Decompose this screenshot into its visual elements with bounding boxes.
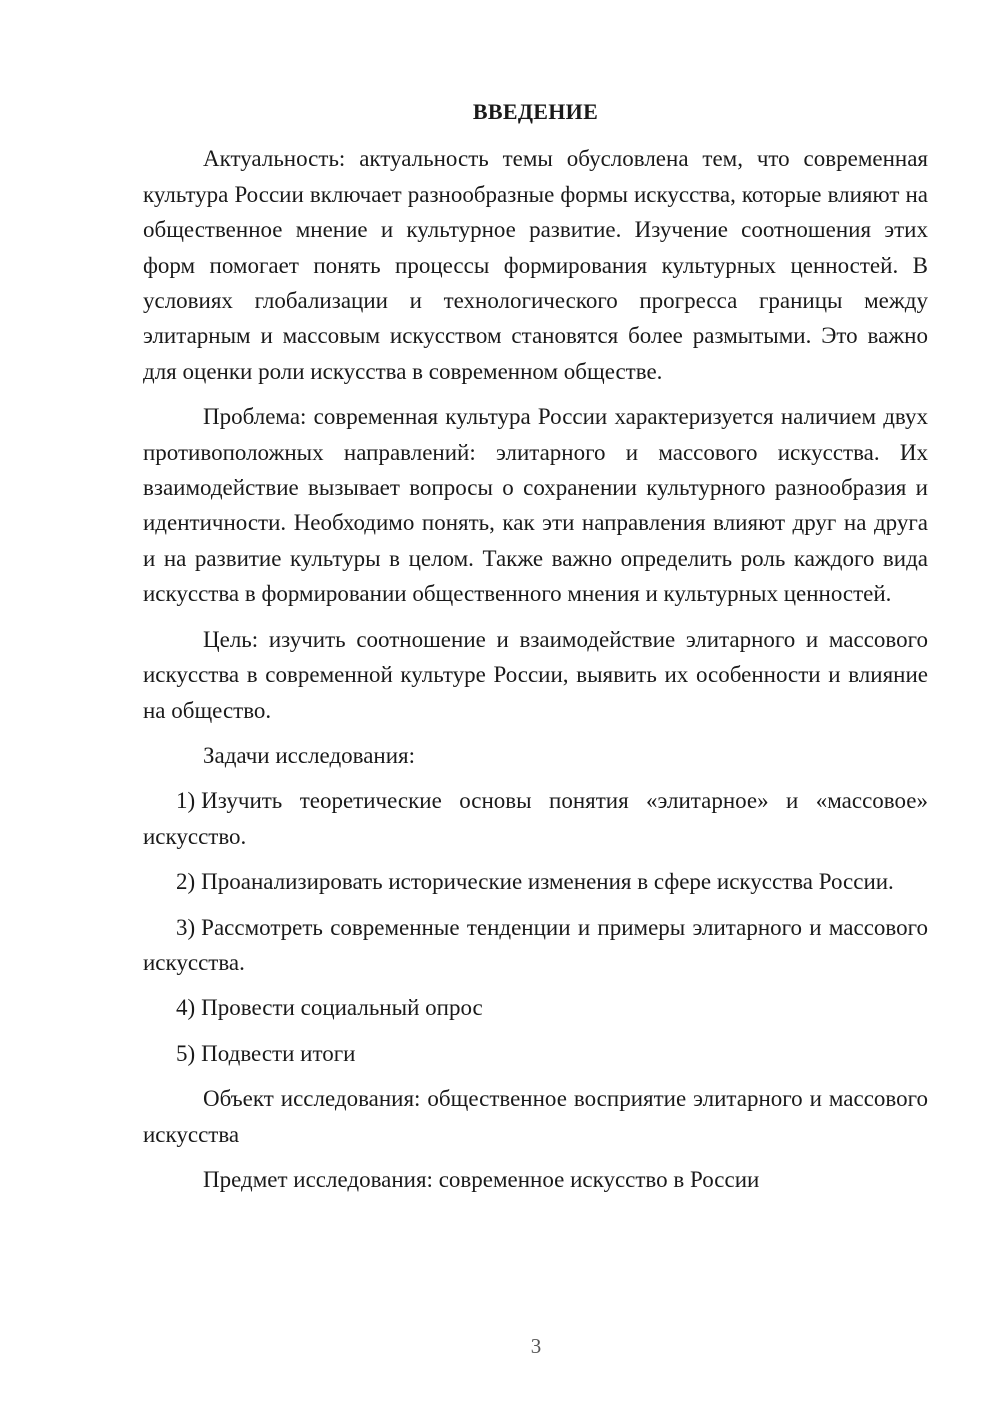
page-number: 3 (530, 1334, 542, 1358)
task-text: Проанализировать исторические изменения в сфере искусства России. (201, 869, 894, 895)
task-item-1 (143, 783, 928, 854)
task-item-3 (143, 910, 928, 981)
task-number: 3) (176, 914, 196, 940)
subject-paragraph: Предмет исследования: современное искусство в России (203, 1166, 760, 1192)
task-number: 5) (176, 1040, 196, 1066)
tasks-title: Задачи исследования: (203, 742, 416, 768)
task-item-5 (143, 1036, 928, 1071)
task-number: 4) (176, 995, 196, 1021)
task-item-4 (143, 990, 928, 1025)
task-text: Подвести итоги (201, 1040, 356, 1066)
section-heading: ВВЕДЕНИЕ (472, 99, 599, 124)
task-item-2 (143, 864, 928, 899)
page-body (143, 94, 928, 1207)
task-number: 2) (176, 869, 196, 895)
task-text: Рассмотреть современные тенденции и примеры элитарного и массового искусства. (143, 914, 928, 975)
relevance-paragraph: Актуальность: актуальность темы обусловлена тем, что современная культура России включает разнообразные формы искусства, которые влияют на общественное мнение и культурное развитие. Изучение соотношения этих форм помогает понять процессы формирования культурных ценностей. В условиях глобализации и технологического прогресса границы между элитарным и массовым искусством становятся более размытыми. Это важно для оценки роли искусства в современном обществе. (143, 146, 928, 384)
task-number: 1) (176, 788, 196, 814)
task-text: Изучить теоретические основы понятия «элитарное» и «массовое» искусство. (143, 788, 928, 849)
task-text: Провести социальный опрос (201, 995, 483, 1021)
problem-paragraph: Проблема: современная культура России характеризуется наличием двух противоположных направлений: элитарного и массового искусства. Их взаимодействие вызывает вопросы о сохранении культурного разнообразия и идентичности. Необходимо понять, как эти направления влияют друг на друга и на развитие культуры в целом. Также важно определить роль каждого вида искусства в формировании общественного мнения и культурных ценностей. (143, 404, 928, 607)
goal-paragraph: Цель: изучить соотношение и взаимодействие элитарного и массового искусства в современной культуре России, выявить их особенности и влияние на общество. (143, 626, 928, 723)
object-paragraph: Объект исследования: общественное восприятие элитарного и массового искусства (143, 1086, 928, 1147)
